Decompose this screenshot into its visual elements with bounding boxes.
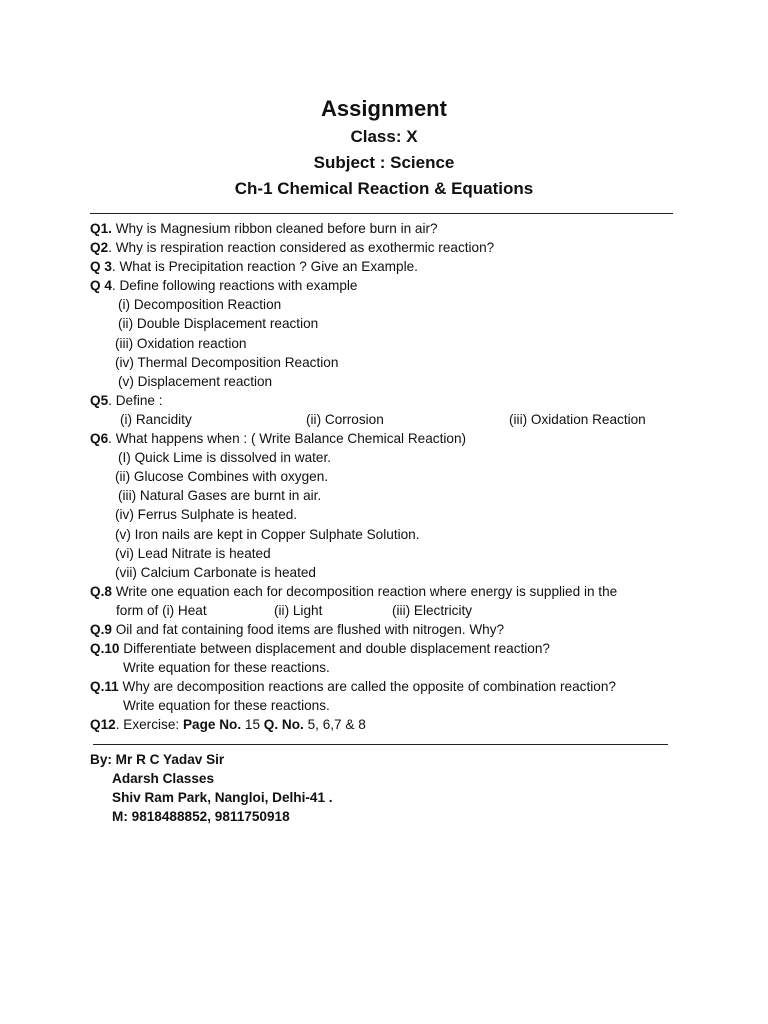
question-text: Why is Magnesium ribbon cleaned before burn in air? (111, 221, 438, 236)
question-text: . What is Precipitation reaction ? Give an Example. (111, 259, 418, 275)
question-text: . Define following reactions with example (111, 278, 358, 294)
author-name: By: Mr R C Yadav Sir (90, 752, 225, 767)
question-3 (90, 257, 680, 276)
sub-item: (vi) Lead Nitrate is heated (115, 545, 271, 561)
question-text: . What happens when : ( Write Balance Chemical Reaction) (108, 431, 467, 447)
question-text: . Define : (108, 392, 163, 408)
sub-item: (iv) Thermal Decomposition Reaction (115, 354, 339, 370)
institute-name: Adarsh Classes (112, 771, 215, 787)
question-number: Q.8 (90, 583, 112, 599)
question-6 (90, 429, 680, 448)
question-9 (90, 620, 680, 639)
sub-item: (ii) Double Displacement reaction (118, 316, 319, 332)
question-number: Q 3 (90, 259, 112, 275)
subject-label: Subject : Science (313, 153, 455, 172)
question-text: Why are decomposition reactions are called the opposite of combination reaction? (118, 679, 616, 695)
question-5 (90, 391, 680, 410)
question-number: Q2 (90, 240, 109, 256)
question-8-continuation (90, 601, 680, 620)
question-number: Q1. (90, 221, 112, 236)
page-title: Assignment (321, 96, 447, 121)
question-number: Q6 (90, 431, 109, 447)
top-divider (90, 213, 673, 214)
energy-electricity: (iii) Electricity (392, 602, 473, 618)
question-number: Q.10 (90, 641, 120, 657)
sub-item: (ii) Corrosion (306, 411, 384, 427)
page-no-label: Page No. (182, 717, 242, 733)
question-11-continuation: Write equation for these reactions. (123, 698, 330, 714)
question-8 (90, 582, 680, 601)
sub-item: (v) Iron nails are kept in Copper Sulphate Solution. (115, 526, 420, 542)
sub-item: (iii) Oxidation reaction (115, 335, 247, 351)
sub-item: (iv) Ferrus Sulphate is heated. (115, 507, 298, 523)
sub-item: (iii) Natural Gases are burnt in air. (118, 488, 322, 504)
energy-light: (ii) Light (274, 602, 323, 618)
sub-item: (i) Decomposition Reaction (118, 297, 282, 313)
question-1 (90, 219, 680, 238)
question-text: . Exercise: (115, 717, 183, 733)
sub-item: (vii) Calcium Carbonate is heated (115, 564, 316, 580)
question-2 (90, 238, 680, 257)
question-text: Write one equation each for decomposition reaction where energy is supplied in the (111, 583, 618, 599)
question-4 (90, 276, 680, 295)
question-number: Q.9 (90, 621, 112, 637)
chapter-label: Ch-1 Chemical Reaction & Equations (234, 179, 534, 198)
page-no-value: 15 (241, 717, 264, 733)
question-text: Differentiate between displacement and double displacement reaction? (119, 641, 550, 657)
question-number: Q5 (90, 392, 109, 408)
q-no-value: 5, 6,7 & 8 (303, 717, 366, 733)
sub-item: (iii) Oxidation Reaction (509, 411, 646, 427)
q-no-label: Q. No. (263, 717, 304, 733)
sub-item: (v) Displacement reaction (118, 373, 273, 389)
define-items-row (90, 410, 680, 429)
class-label: Class: X (350, 127, 418, 146)
sub-item: (i) Rancidity (120, 411, 192, 427)
question-text: . Why is respiration reaction considered as exothermic reaction? (108, 240, 495, 256)
mobile-numbers: M: 9818488852, 9811750918 (112, 809, 290, 825)
question-text: Oil and fat containing food items are flushed with nitrogen. Why? (111, 621, 505, 637)
question-12 (90, 715, 680, 734)
question-number: Q.11 (90, 679, 119, 695)
sub-item: (I) Quick Lime is dissolved in water. (118, 450, 332, 466)
sub-item: (ii) Glucose Combines with oxygen. (115, 469, 329, 485)
question-11 (90, 677, 680, 696)
question-number: Q 4 (90, 278, 112, 294)
question-10-continuation: Write equation for these reactions. (123, 660, 330, 676)
question-list (90, 219, 680, 735)
question-number: Q12 (90, 717, 116, 733)
address: Shiv Ram Park, Nangloi, Delhi-41 . (112, 790, 333, 806)
signature-block (90, 750, 333, 826)
energy-heat: form of (i) Heat (116, 602, 207, 618)
document-header (0, 94, 768, 202)
bottom-divider (93, 744, 668, 745)
question-10 (90, 639, 680, 658)
